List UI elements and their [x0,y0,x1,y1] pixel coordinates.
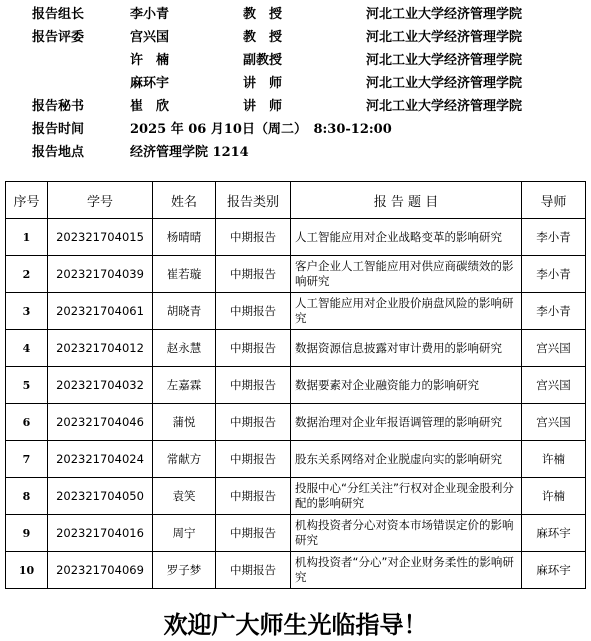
cell-advisor: 宫兴国 [522,367,586,404]
cell-id: 202321704024 [48,441,153,478]
cell-topic: 数据要素对企业融资能力的影响研究 [291,367,522,404]
committee-row-1 [0,28,591,48]
cell-id: 202321704061 [48,293,153,330]
committee-org: 河北工业大学经济管理学院 [366,53,523,68]
cell-no: 3 [6,293,48,330]
committee-name: 许 楠 [130,53,170,68]
cell-type: 中期报告 [216,478,291,515]
cell-name: 蒲悦 [153,404,216,441]
secretary-label: 报告秘书 [32,99,85,114]
cell-name: 赵永慧 [153,330,216,367]
committee-org: 河北工业大学经济管理学院 [366,76,523,91]
table-row [6,478,586,515]
secretary-row [0,97,591,117]
secretary-name: 崔 欣 [130,99,170,114]
cell-topic: 投服中心“分红关注”行权对企业现金股利分配的影响研究 [291,478,522,515]
schedule-table [5,181,586,589]
cell-no: 1 [6,219,48,256]
leader-name: 李小青 [130,7,170,22]
cell-name: 常献方 [153,441,216,478]
table-row [6,293,586,330]
cell-id: 202321704069 [48,552,153,589]
leader-row [0,5,591,25]
cell-id: 202321704039 [48,256,153,293]
table-row [6,256,586,293]
cell-type: 中期报告 [216,441,291,478]
cell-id: 202321704015 [48,219,153,256]
cell-topic: 股东关系网络对企业脱虚向实的影响研究 [291,441,522,478]
cell-advisor: 宫兴国 [522,404,586,441]
header-no: 序号 [6,182,48,219]
cell-no: 9 [6,515,48,552]
cell-advisor: 麻环宇 [522,515,586,552]
cell-no: 4 [6,330,48,367]
table-row [6,515,586,552]
cell-no: 8 [6,478,48,515]
committee-title: 讲 师 [243,76,283,91]
cell-type: 中期报告 [216,404,291,441]
location-row [0,143,591,163]
leader-label: 报告组长 [32,7,85,22]
cell-no: 10 [6,552,48,589]
time-row [0,120,591,140]
committee-label: 报告评委 [32,30,85,45]
cell-advisor: 李小青 [522,293,586,330]
cell-id: 202321704046 [48,404,153,441]
header-id: 学号 [48,182,153,219]
location-value: 经济管理学院 1214 [130,145,249,160]
cell-id: 202321704012 [48,330,153,367]
table-header-row [6,182,586,219]
cell-no: 7 [6,441,48,478]
header-name: 姓名 [153,182,216,219]
leader-org: 河北工业大学经济管理学院 [366,7,523,22]
table-row [6,367,586,404]
cell-no: 5 [6,367,48,404]
cell-advisor: 李小青 [522,219,586,256]
time-label: 报告时间 [32,122,85,137]
cell-name: 杨晴晴 [153,219,216,256]
cell-type: 中期报告 [216,219,291,256]
cell-id: 202321704016 [48,515,153,552]
committee-row-3 [0,74,591,94]
cell-type: 中期报告 [216,367,291,404]
cell-no: 2 [6,256,48,293]
cell-topic: 机构投资者“分心”对企业财务柔性的影响研究 [291,552,522,589]
time-value: 2025 年 06 月10日（周二） 8:30-12:00 [130,122,392,137]
cell-type: 中期报告 [216,515,291,552]
cell-topic: 客户企业人工智能应用对供应商碳绩效的影响研究 [291,256,522,293]
secretary-title: 讲 师 [243,99,283,114]
table-row [6,330,586,367]
table-row [6,552,586,589]
committee-name: 宫兴国 [130,30,170,45]
table-row [6,219,586,256]
cell-id: 202321704032 [48,367,153,404]
committee-row-2 [0,51,591,71]
committee-name: 麻环宇 [130,76,170,91]
cell-name: 崔若璇 [153,256,216,293]
cell-name: 左嘉霖 [153,367,216,404]
cell-type: 中期报告 [216,552,291,589]
leader-title: 教 授 [243,7,283,22]
cell-type: 中期报告 [216,293,291,330]
location-label: 报告地点 [32,145,85,160]
committee-org: 河北工业大学经济管理学院 [366,30,523,45]
cell-name: 胡晓青 [153,293,216,330]
cell-topic: 人工智能应用对企业战略变革的影响研究 [291,219,522,256]
cell-advisor: 宫兴国 [522,330,586,367]
cell-type: 中期报告 [216,330,291,367]
cell-name: 周宁 [153,515,216,552]
cell-name: 罗子梦 [153,552,216,589]
cell-topic: 人工智能应用对企业股价崩盘风险的影响研究 [291,293,522,330]
cell-advisor: 麻环宇 [522,552,586,589]
welcome-footer: 欢迎广大师生光临指导！ [163,610,428,639]
committee-title: 教 授 [243,30,283,45]
table-row [6,441,586,478]
secretary-org: 河北工业大学经济管理学院 [366,99,523,114]
header-advisor: 导师 [522,182,586,219]
cell-advisor: 李小青 [522,256,586,293]
header-type: 报告类别 [216,182,291,219]
cell-topic: 数据资源信息披露对审计费用的影响研究 [291,330,522,367]
cell-id: 202321704050 [48,478,153,515]
cell-name: 袁笑 [153,478,216,515]
table-row [6,404,586,441]
cell-no: 6 [6,404,48,441]
cell-advisor: 许楠 [522,441,586,478]
header-topic: 报 告 题 目 [291,182,522,219]
cell-topic: 机构投资者分心对资本市场错误定价的影响研究 [291,515,522,552]
committee-title: 副教授 [243,53,283,68]
cell-advisor: 许楠 [522,478,586,515]
cell-type: 中期报告 [216,256,291,293]
cell-topic: 数据治理对企业年报语调管理的影响研究 [291,404,522,441]
